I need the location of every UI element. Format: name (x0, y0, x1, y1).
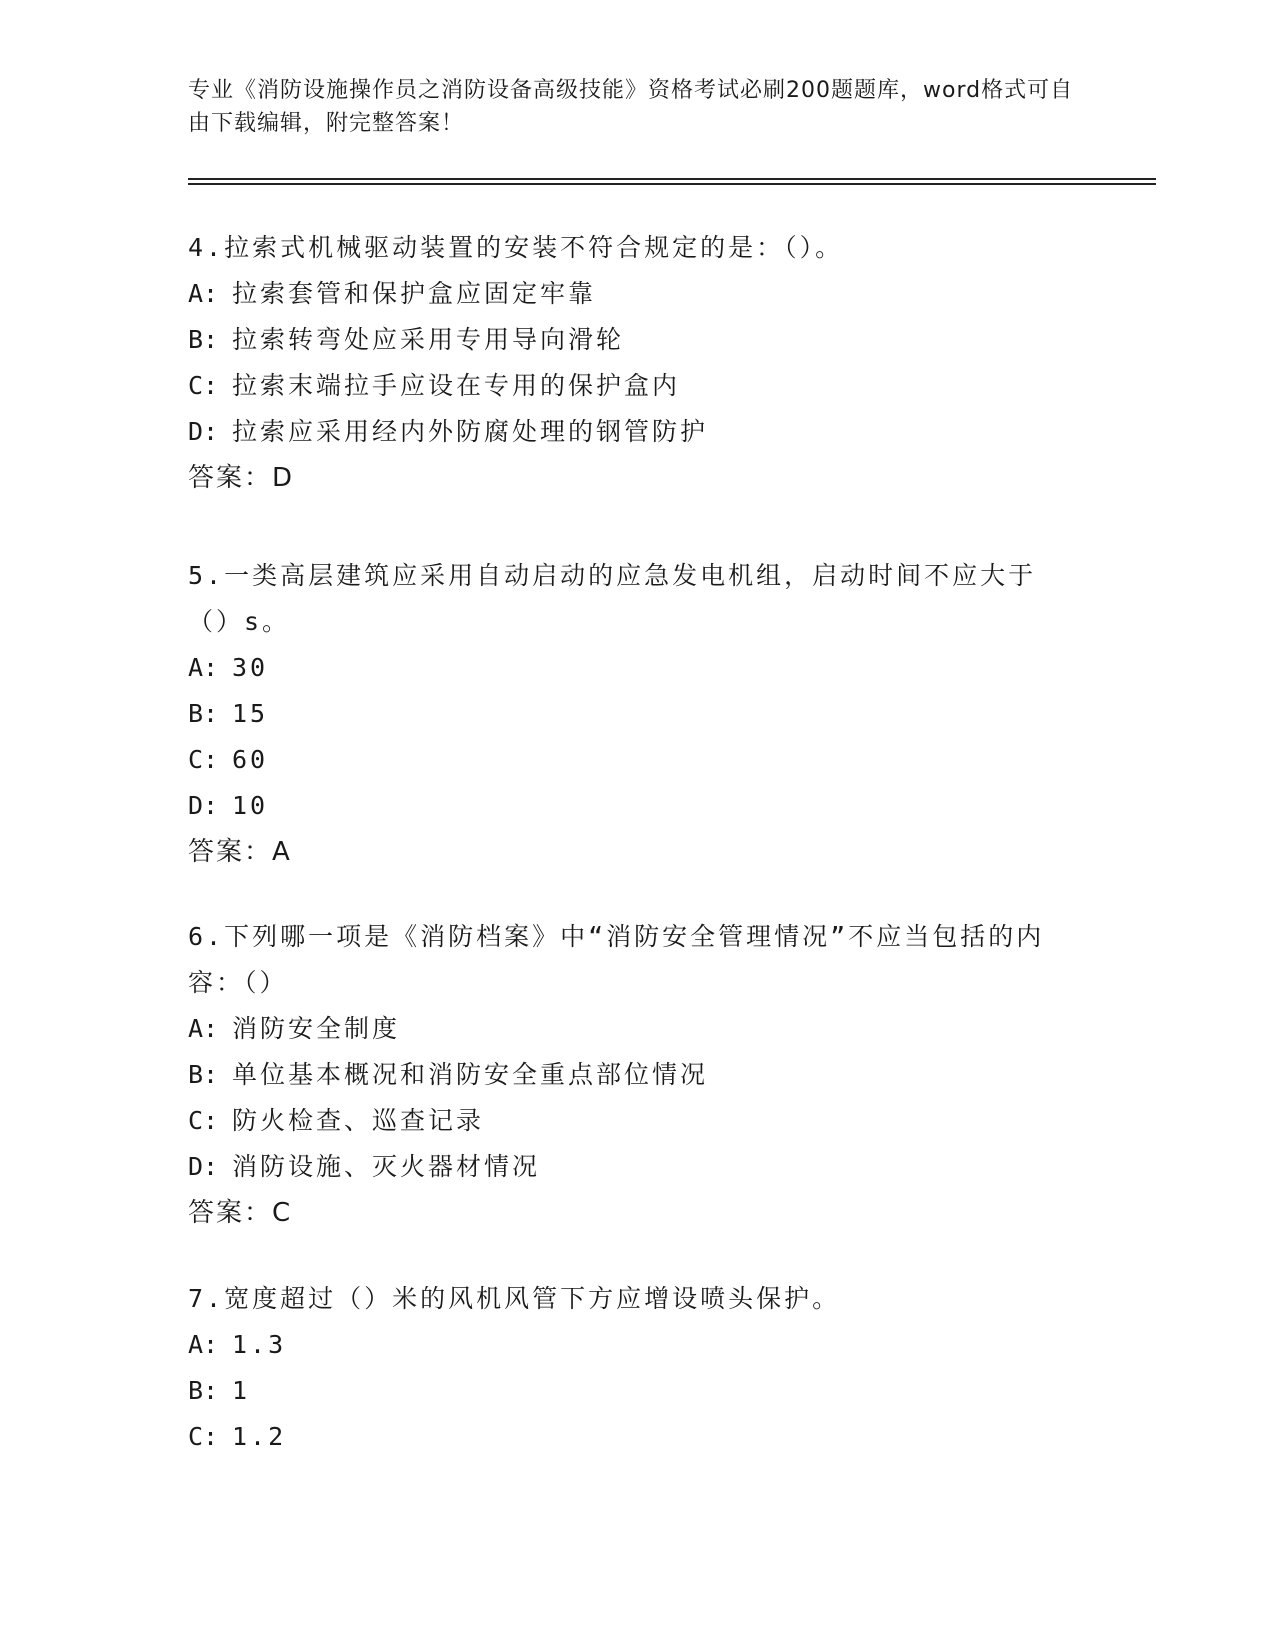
option-letter: D: (188, 417, 219, 446)
option-letter: C: (188, 371, 219, 400)
option-c (188, 737, 1068, 783)
option-letter: D: (188, 1152, 219, 1181)
option-a (188, 271, 1068, 317)
option-letter: B: (188, 1060, 219, 1089)
question-5 (188, 553, 1068, 875)
answer-value: A (272, 837, 291, 867)
option-text: 拉索应采用经内外防腐处理的钢管防护 (232, 417, 709, 446)
question-stem: 4.拉索式机械驱动装置的安装不符合规定的是：（）。 (188, 233, 844, 262)
answer (188, 1190, 1068, 1236)
option-letter: A: (188, 279, 219, 308)
option-text: 拉索末端拉手应设在专用的保护盒内 (232, 371, 681, 400)
answer (188, 829, 1068, 875)
answer-label: 答案： (188, 463, 273, 493)
option-c (188, 363, 1068, 409)
option-letter: A: (188, 1014, 219, 1043)
option-letter: A: (188, 653, 219, 682)
option-text: 1 (232, 1376, 251, 1405)
option-text: 拉索转弯处应采用专用导向滑轮 (232, 325, 625, 354)
option-text: 60 (232, 745, 269, 774)
question-4 (188, 225, 1068, 501)
option-c (188, 1414, 1068, 1460)
option-b (188, 691, 1068, 737)
option-b (188, 1052, 1068, 1098)
option-letter: C: (188, 1106, 219, 1135)
option-text: 单位基本概况和消防安全重点部位情况 (232, 1060, 709, 1089)
header-divider-bottom (188, 183, 1156, 185)
answer-value: C (272, 1198, 292, 1228)
answer-label: 答案： (188, 837, 273, 867)
option-text: 15 (232, 699, 269, 728)
option-text: 消防安全制度 (232, 1014, 401, 1043)
option-text: 30 (232, 653, 269, 682)
option-a (188, 1006, 1068, 1052)
option-letter: B: (188, 1376, 219, 1405)
option-a (188, 645, 1068, 691)
document-header: 专业《消防设施操作员之消防设备高级技能》资格考试必刷200题题库，word格式可自由下载编辑，附完整答案！ (188, 78, 1074, 136)
option-letter: C: (188, 745, 219, 774)
question-stem: 5.一类高层建筑应采用自动启动的应急发电机组，启动时间不应大于（）s。 (188, 561, 1037, 636)
option-text: 消防设施、灭火器材情况 (232, 1152, 541, 1181)
option-text: 防火检查、巡查记录 (232, 1106, 485, 1135)
option-a (188, 1322, 1068, 1368)
question-stem: 6.下列哪一项是《消防档案》中“消防安全管理情况”不应当包括的内容：（） (188, 922, 1045, 997)
option-c (188, 1098, 1068, 1144)
question-6 (188, 914, 1068, 1236)
option-text: 10 (232, 791, 269, 820)
option-text: 1.3 (232, 1330, 287, 1359)
option-b (188, 317, 1068, 363)
option-letter: A: (188, 1330, 219, 1359)
header-divider-top (188, 178, 1156, 180)
option-d (188, 1144, 1068, 1190)
option-text: 拉索套管和保护盒应固定牢靠 (232, 279, 597, 308)
option-b (188, 1368, 1068, 1414)
question-stem: 7.宽度超过（）米的风机风管下方应增设喷头保护。 (188, 1284, 841, 1313)
option-letter: B: (188, 699, 219, 728)
option-d (188, 783, 1068, 829)
answer-value: D (272, 463, 294, 493)
answer-label: 答案： (188, 1198, 273, 1228)
option-letter: B: (188, 325, 219, 354)
answer (188, 455, 1068, 501)
option-text: 1.2 (232, 1422, 287, 1451)
question-7 (188, 1276, 1068, 1460)
option-letter: C: (188, 1422, 219, 1451)
option-letter: D: (188, 791, 219, 820)
option-d (188, 409, 1068, 455)
